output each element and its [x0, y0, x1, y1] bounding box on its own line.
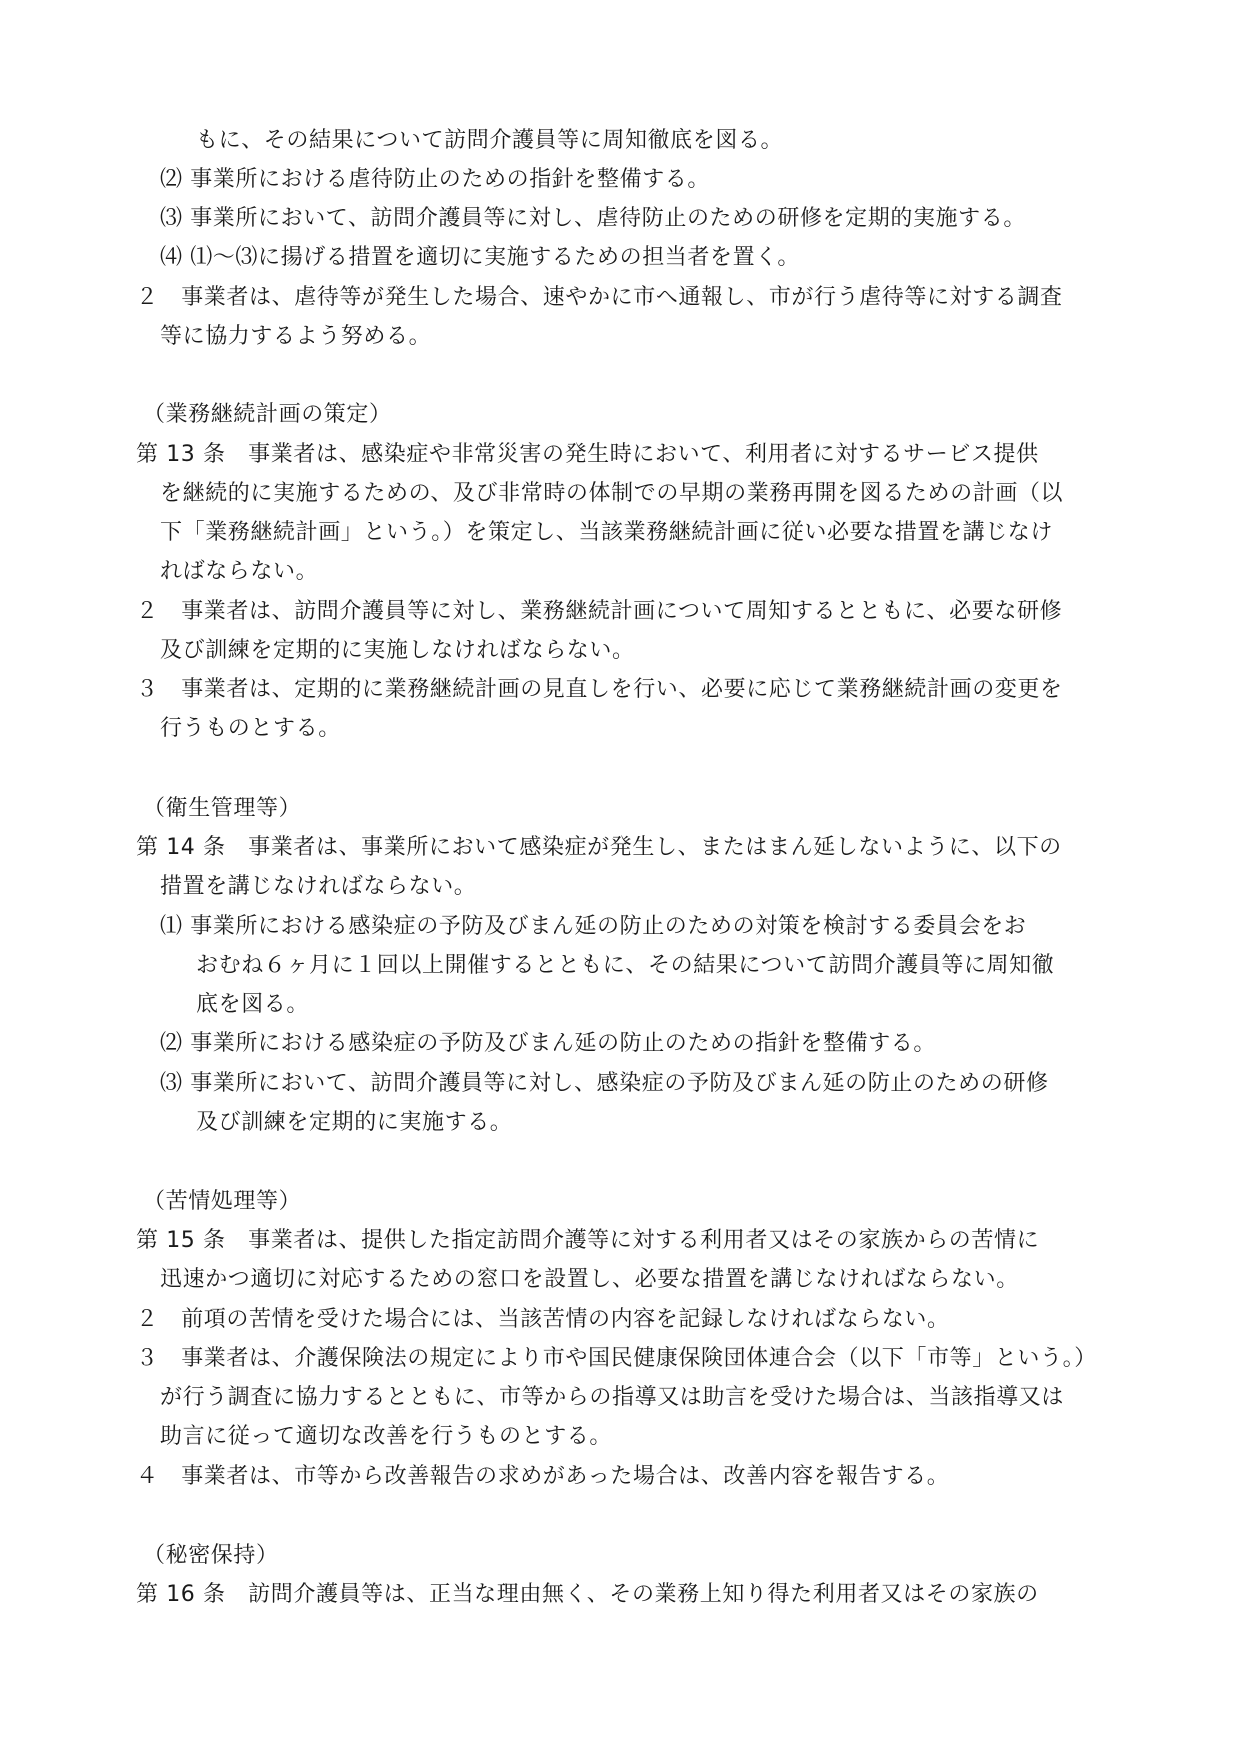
section-heading: （業務継続計画の策定）	[143, 402, 392, 427]
text-line: 等に協力するよう努める。	[160, 324, 432, 349]
text-line: 行うものとする。	[160, 716, 341, 741]
section-heading: （秘密保持）	[143, 1543, 279, 1568]
text-line: ⑷ ⑴～⑶に揚げる措置を適切に実施するための担当者を置く。	[160, 245, 800, 270]
text-line: 第 15 条 事業者は、提供した指定訪問介護等に対する利用者又はその家族からの苦情に	[136, 1228, 1040, 1253]
text-line: もに、その結果について訪問介護員等に周知徹底を図る。	[196, 128, 784, 153]
text-line: ２ 事業者は、訪問介護員等に対し、業務継続計画について周知するとともに、必要な研修	[136, 599, 1063, 624]
text-line: 迅速かつ適切に対応するための窓口を設置し、必要な措置を講じなければならない。	[160, 1267, 1019, 1292]
section-heading: （衛生管理等）	[143, 796, 302, 821]
section-heading: （苦情処理等）	[143, 1189, 302, 1214]
text-line: 第 13 条 事業者は、感染症や非常災害の発生時において、利用者に対するサービス提供	[136, 442, 1039, 467]
text-line: 助言に従って適切な改善を行うものとする。	[160, 1424, 613, 1449]
text-line: ２ 前項の苦情を受けた場合には、当該苦情の内容を記録しなければならない。	[136, 1307, 950, 1332]
text-line: を継続的に実施するための、及び非常時の体制での早期の業務再開を図るための計画（以	[160, 481, 1064, 506]
text-line: ⑵ 事業所における感染症の予防及びまん延の防止のための指針を整備する。	[160, 1031, 936, 1056]
text-line: ⑴ 事業所における感染症の予防及びまん延の防止のための対策を検討する委員会をお	[160, 914, 1027, 939]
text-line: 第 16 条 訪問介護員等は、正当な理由無く、その業務上知り得た利用者又はその家族の	[136, 1582, 1039, 1607]
text-line: ２ 事業者は、虐待等が発生した場合、速やかに市へ通報し、市が行う虐待等に対する調査	[136, 285, 1063, 310]
text-line: 及び訓練を定期的に実施しなければならない。	[160, 638, 635, 663]
text-line: 措置を講じなければならない。	[160, 874, 477, 899]
text-line: おむね６ヶ月に１回以上開催するとともに、その結果について訪問介護員等に周知徹	[196, 953, 1055, 978]
text-line: ⑵ 事業所における虐待防止のための指針を整備する。	[160, 167, 710, 192]
text-line: ３ 事業者は、介護保険法の規定により市や国民健康保険団体連合会（以下「市等」という。）	[136, 1346, 1097, 1371]
text-line: 底を図る。	[196, 992, 310, 1017]
text-line: ⑶ 事業所において、訪問介護員等に対し、感染症の予防及びまん延の防止のための研修	[160, 1071, 1049, 1096]
text-line: ４ 事業者は、市等から改善報告の求めがあった場合は、改善内容を報告する。	[136, 1464, 950, 1489]
text-line: ⑶ 事業所において、訪問介護員等に対し、虐待防止のための研修を定期的実施する。	[160, 206, 1026, 231]
text-line: が行う調査に協力するとともに、市等からの指導又は助言を受けた場合は、当該指導又は	[160, 1385, 1065, 1410]
text-line: ３ 事業者は、定期的に業務継続計画の見直しを行い、必要に応じて業務継続計画の変更を	[136, 677, 1063, 702]
text-line: 第 14 条 事業者は、事業所において感染症が発生し、またはまん延しないように、以下の	[136, 835, 1062, 860]
text-line: 及び訓練を定期的に実施する。	[196, 1110, 513, 1135]
text-line: ればならない。	[160, 559, 319, 584]
text-line: 下「業務継続計画」という。）を策定し、当該業務継続計画に従い必要な措置を講じなけ	[160, 520, 1054, 545]
